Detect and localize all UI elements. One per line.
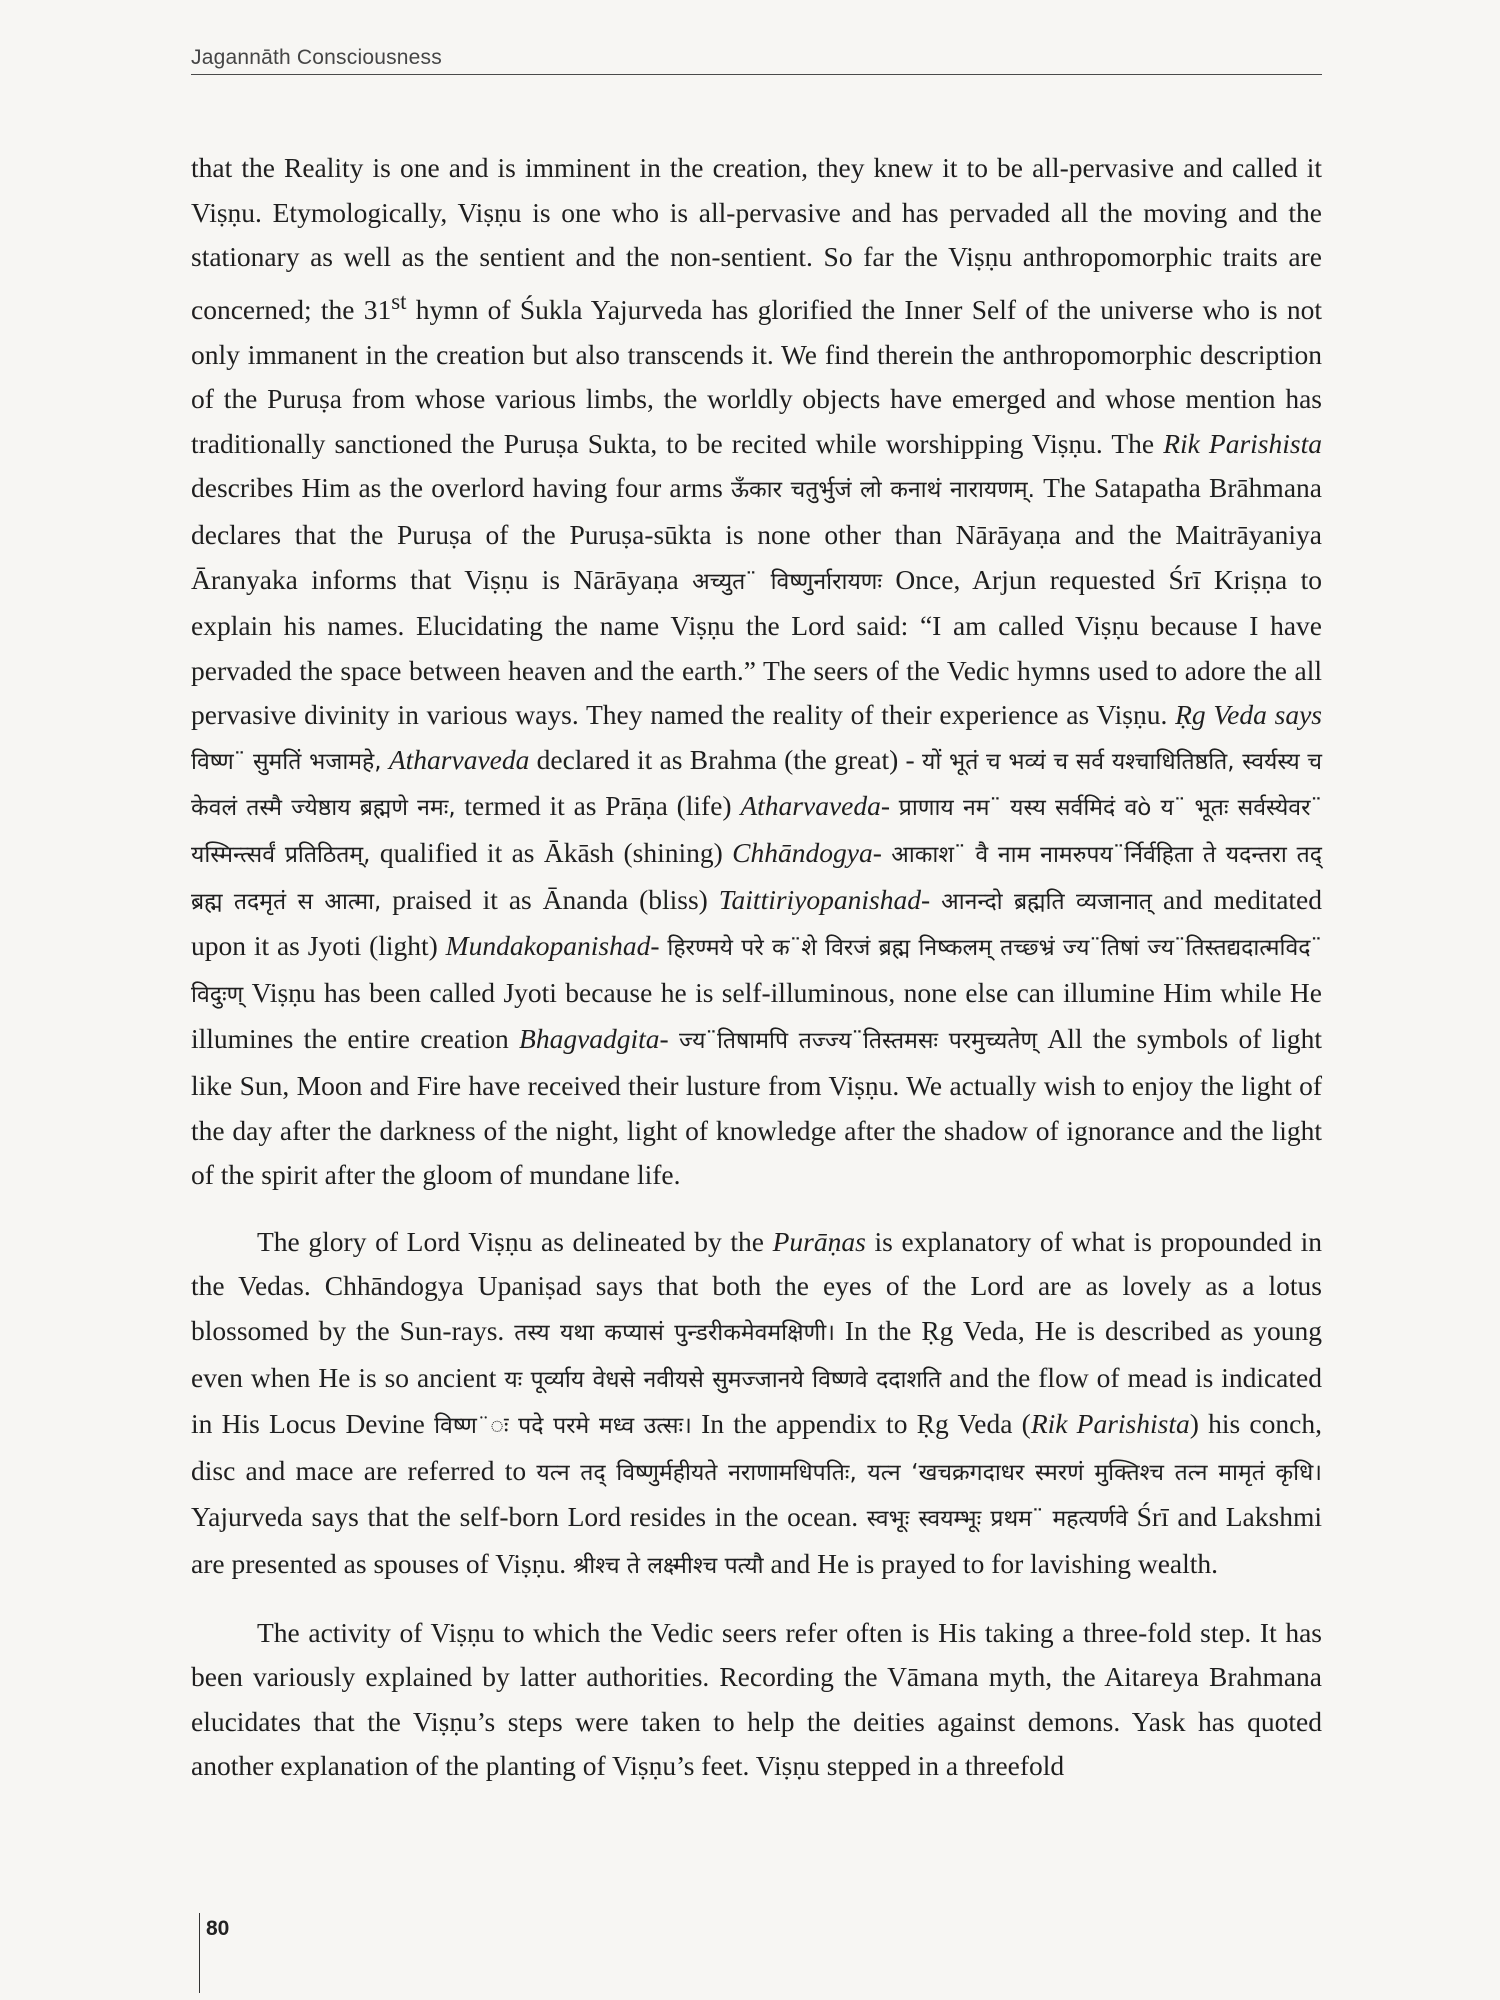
sanskrit-quote: ज्य¨तिषामपि तज्ज्य¨तिस्तमसः परमुच्यतेण् bbox=[678, 1028, 1038, 1055]
paragraph bbox=[191, 146, 1322, 1198]
page-number: 80 bbox=[206, 1917, 230, 1940]
text-run: The activity of Viṣṇu to which the Vedic seers refer often is His taking a three-fold step. It has been variously explained by latter authorities. Recording the Vāmana myth, the Aitareya Brahmana elucidates that the Viṣṇu’s steps were taken to help the deities against demons. Yask has quoted another explanation of the planting of Viṣṇu’s feet. Viṣṇu stepped in a threefold bbox=[191, 1616, 1322, 1782]
sanskrit-quote: यत्न तद् विष्णुर्महीयते नराणामधिपतिः, यत्न ‘खचक्रगदाधर स्मरणं मुक्तिश्च तत्न मामृतं कृधि। bbox=[536, 1459, 1322, 1486]
text-run bbox=[882, 837, 891, 868]
paragraph bbox=[191, 1220, 1322, 1589]
italic-term: Atharvaveda- bbox=[740, 790, 891, 822]
sanskrit-quote: प्राणाय नम¨ यस्य सर्वमिदं वò य¨ भूतः सर्वस्येवर¨ यस्मिन्त्सर्वं प्रतिठितम्, bbox=[191, 795, 1322, 869]
text-run: The glory of Lord Viṣṇu as delineated by the bbox=[257, 1225, 773, 1257]
italic-term: Atharvaveda bbox=[388, 743, 530, 775]
sanskrit-quote: आनन्दो ब्रह्मति व्यजानात् bbox=[941, 888, 1153, 915]
text-run: that the Reality is one and is imminent in the creation, they knew it to be all-pervasive and called it Viṣṇu. Etymologically, Viṣṇu is one who is all-pervasive and has pervaded all the moving and the stationary as well as the sentient and the non-sentient. So far the Viṣṇu anthropomorphic traits are concerned; the 31 bbox=[191, 152, 1322, 325]
italic-term: Purāṇas bbox=[772, 1225, 866, 1257]
sanskrit-quote: विष्ण¨ः पदे परमे मध्व उत्सः। bbox=[434, 1413, 692, 1440]
text-run: All the symbols of light like Sun, Moon and Fire have received their lusture from Viṣṇu. We actually wish to enjoy the light of the day after the darkness of the night, light of knowledge after the shadow of ignorance and the light of the spirit after the gloom of mundane life. bbox=[191, 1023, 1323, 1191]
text-run: qualified it as Ākāsh (shining) bbox=[370, 837, 733, 869]
sanskrit-quote: अच्युत¨ विष्णुर्नारायणः bbox=[692, 568, 883, 595]
text-run: declared it as Brahma (the great) - bbox=[529, 743, 923, 775]
text-run: praised it as Ānanda (bliss) bbox=[381, 883, 719, 915]
italic-term: Bhagvadgita- bbox=[519, 1023, 669, 1055]
text-run: and He is prayed to for lavishing wealth. bbox=[763, 1547, 1219, 1579]
superscript: st bbox=[391, 288, 407, 314]
text-run bbox=[890, 790, 899, 821]
italic-term: Rik Parishista bbox=[1163, 427, 1322, 459]
sanskrit-quote: श्रीश्च ते लक्ष्मीश्च पत्यौ bbox=[573, 1552, 764, 1579]
italic-term: Rik Parishista bbox=[1030, 1408, 1190, 1440]
text-run: hymn of Śukla Yajurveda has glorified the Inner Self of the universe who is not only immanent in the creation but also transcends it. We find therein the anthropomorphic description of the Puruṣa from whose various limbs, the worldly objects have emerged and whose mention has traditionally sanctioned the Puruṣa Sukta, to be recited while worshipping Viṣṇu. The bbox=[191, 293, 1323, 459]
sanskrit-quote: स्वभूः स्वयम्भूः प्रथम¨ महत्यर्णवे bbox=[866, 1506, 1128, 1533]
text-run: Once, Arjun requested Śrī Kriṣṇa to explain his names. Elucidating the name Viṣṇu the Lord said: “I am called Viṣṇu because I have pervaded the space between heaven and the earth.” The seers of the Vedic hymns used to adore the all pervasive divinity in various ways. They named the reality of their experience as Viṣṇu. bbox=[191, 563, 1322, 731]
folio-rule bbox=[199, 1913, 200, 1993]
text-run: and meditated upon it as Jyoti (light) bbox=[191, 883, 1323, 962]
italic-term: Ṛg Veda says bbox=[1175, 699, 1323, 731]
italic-term: Mundakopanishad- bbox=[445, 930, 660, 962]
sanskrit-quote: विष्ण¨ सुमतिं भजामहे, bbox=[191, 748, 382, 775]
sanskrit-quote: तस्य यथा कप्यासं पुन्डरीकमेवमक्षिणी। bbox=[514, 1320, 835, 1346]
text-run: is explanatory of what is propounded in the Vedas. Chhāndogya Upaniṣad says that both the eyes of the Lord are as lovely as a lotus blossomed by the Sun-rays. bbox=[191, 1225, 1323, 1346]
text-run: Yajurveda says that the self-born Lord resides in the ocean. bbox=[191, 1501, 867, 1533]
sanskrit-quote: ऊँकार चतुर्भुजं लो कनाथं नारायणम्. bbox=[730, 477, 1035, 504]
text-run: describes Him as the overlord having four arms bbox=[191, 472, 731, 504]
text-run: termed it as Prāṇa (life) bbox=[455, 790, 741, 822]
text-run: Viṣṇu has been called Jyoti because he is self-illuminous, none else can illumine Him while He illumines the entire creation bbox=[191, 976, 1322, 1055]
text-run bbox=[382, 744, 389, 775]
header-rule bbox=[191, 74, 1322, 75]
sanskrit-quote: हिरण्मये परे क¨शे विरजं ब्रह्म निष्कलम् तच्छ्भ्रं ज्य¨तिषां ज्य¨तिस्तद्यदात्मविद¨ विदुःण् bbox=[191, 935, 1322, 1008]
sanskrit-quote: यः पूर्व्याय वेधसे नवीयसे सुमज्जानये विष्णवे ददाशति bbox=[504, 1366, 942, 1393]
body-text bbox=[191, 146, 1322, 1811]
text-run: In the Ṛg Veda, He is described as young even when He is so ancient bbox=[191, 1315, 1322, 1393]
running-header: Jagannāth Consciousness bbox=[191, 46, 442, 69]
text-run bbox=[669, 1023, 679, 1054]
italic-term: Chhāndogya- bbox=[732, 837, 882, 869]
text-run bbox=[930, 884, 941, 915]
text-run: The Satapatha Brāhmana declares that the Puruṣa of the Puruṣa-sūkta is none other than Nārāyaṇa and the Maitrāyaniya Āranyaka informs that Viṣṇu is Nārāyaṇa bbox=[191, 472, 1322, 595]
text-run: ) his conch, disc and mace are referred to bbox=[191, 1408, 1322, 1486]
paragraph bbox=[191, 1611, 1322, 1789]
sanskrit-quote: यों भूतं च भव्यं च सर्व यश्चाधितिष्ठति, स्वर्यस्य च केवलं तस्मै ज्येष्ठाय ब्रह्मणे नमः, bbox=[191, 748, 1322, 822]
text-run: In the appendix to Ṛg Veda ( bbox=[691, 1408, 1031, 1440]
text-run: and the flow of mead is indicated in His Locus Devine bbox=[191, 1361, 1322, 1440]
text-run: Śrī and Lakshmi are presented as spouses of Viṣṇu. bbox=[191, 1501, 1322, 1579]
italic-term: Taittiriyopanishad- bbox=[718, 883, 931, 915]
sanskrit-quote: आकाश¨ वै नाम नामरुपय¨र्निर्वहिता ते यदन्तरा तद् ब्रह्म तदमृतं स आत्मा, bbox=[191, 842, 1323, 915]
